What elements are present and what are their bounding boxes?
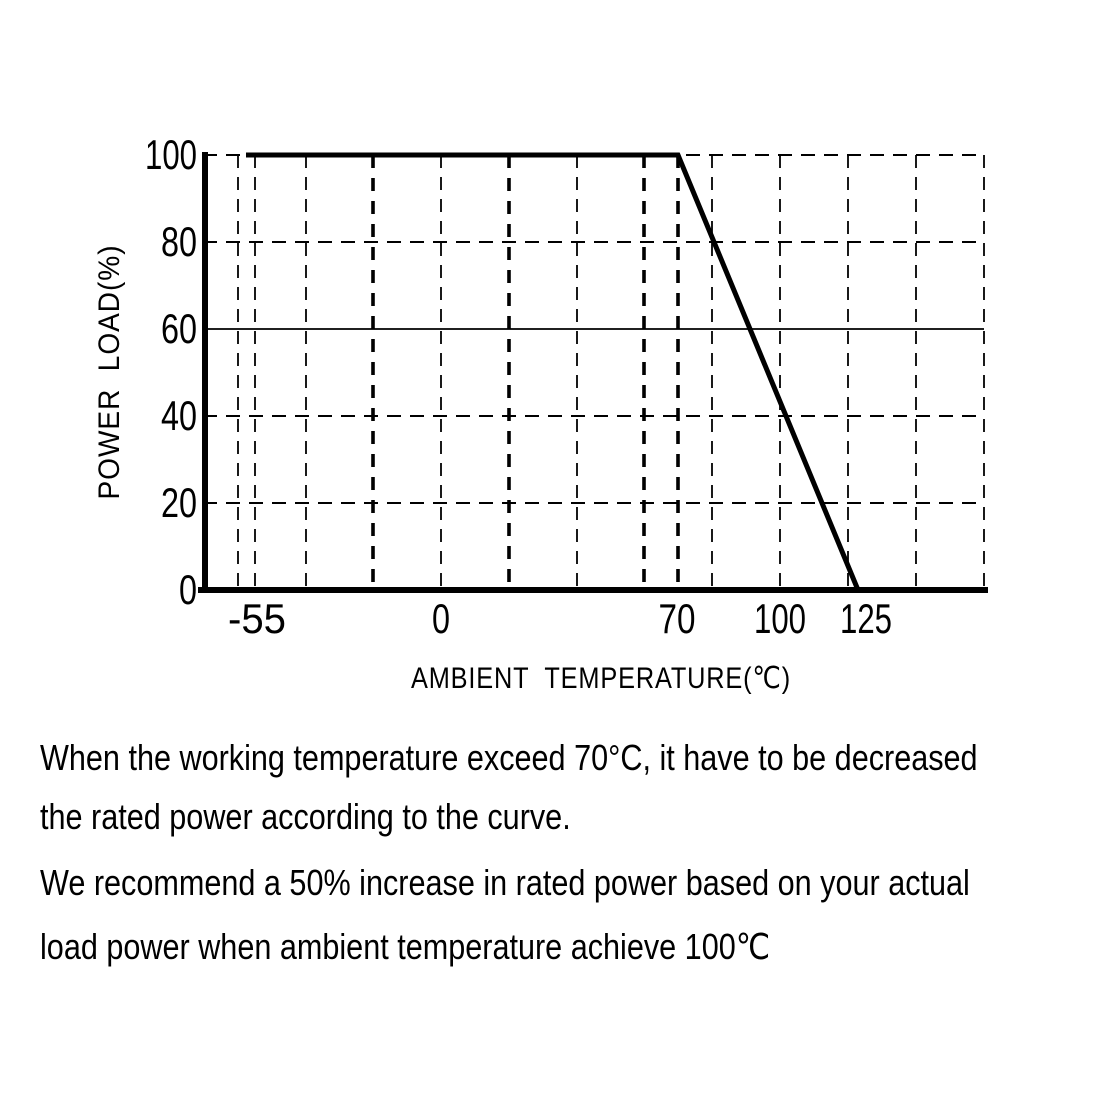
x-tick-minus55: -55 bbox=[228, 595, 286, 642]
note-paragraph1-line2: the rated power according to the curve. bbox=[40, 796, 571, 837]
x-axis-title: AMBIENT TEMPERATURE(℃) bbox=[411, 662, 791, 695]
y-tick-60: 60 bbox=[161, 305, 197, 352]
y-tick-40: 40 bbox=[161, 392, 197, 439]
y-tick-80: 80 bbox=[161, 218, 197, 265]
note-paragraph2-line2: load power when ambient temperature achieve 100℃ bbox=[40, 926, 771, 967]
x-tick-70: 70 bbox=[658, 595, 696, 642]
y-tick-20: 20 bbox=[161, 479, 197, 526]
vertical-gridlines-bold bbox=[373, 155, 678, 588]
x-tick-labels bbox=[228, 595, 892, 642]
x-tick-125: 125 bbox=[840, 595, 892, 642]
y-axis-title: POWER LOAD(%) bbox=[93, 227, 126, 500]
vertical-gridlines bbox=[238, 155, 984, 588]
derating-curve bbox=[246, 155, 858, 590]
y-tick-100: 100 bbox=[145, 131, 197, 178]
note-paragraph2-line1: We recommend a 50% increase in rated power based on your actual bbox=[40, 862, 970, 903]
y-tick-labels bbox=[145, 131, 197, 613]
x-tick-100: 100 bbox=[754, 595, 806, 642]
note-paragraph1-line1: When the working temperature exceed 70°C, it have to be decreased bbox=[40, 737, 978, 778]
y-tick-0: 0 bbox=[179, 566, 197, 613]
x-tick-0: 0 bbox=[432, 595, 450, 642]
